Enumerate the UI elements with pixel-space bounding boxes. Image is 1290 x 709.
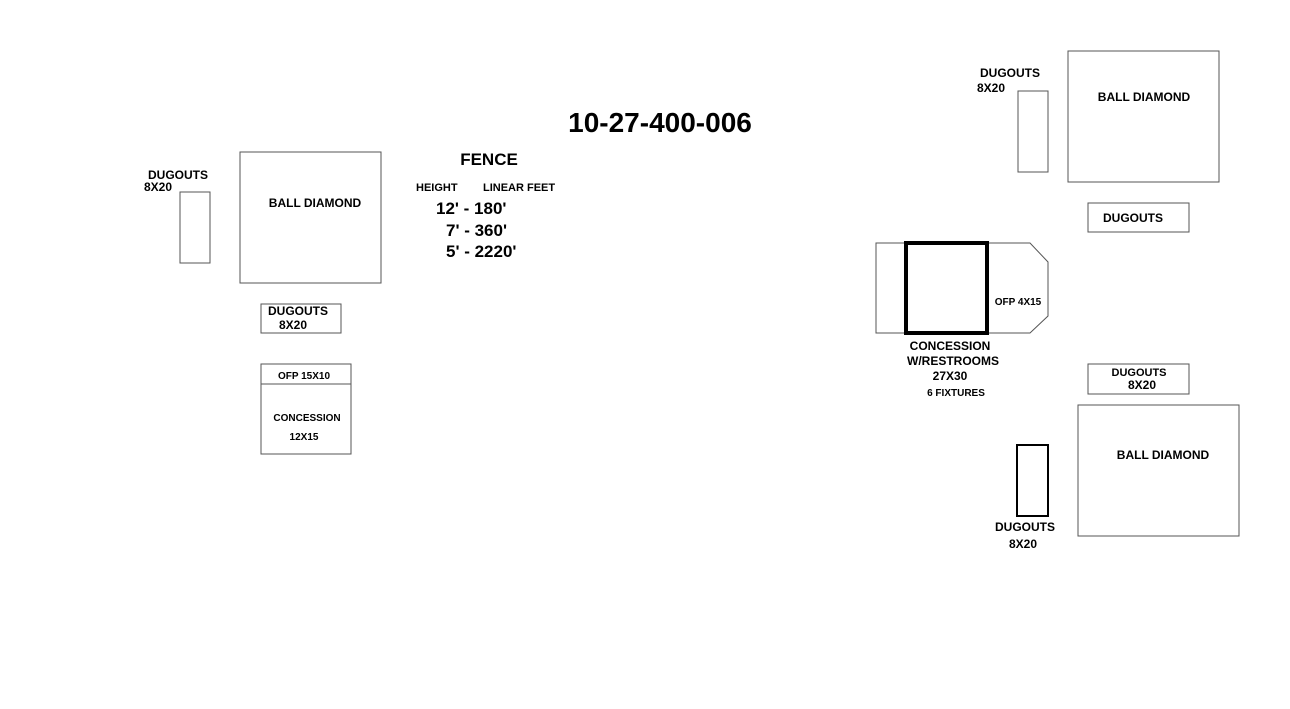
left-dugouts-side-size: 8X20: [144, 180, 173, 194]
right-bottom-ball-diamond-rect: [1078, 405, 1239, 536]
left-dugouts-bottom-label: DUGOUTS: [268, 304, 328, 318]
left-dugouts-bottom-size: 8X20: [278, 318, 308, 332]
fence-col-linear-feet: LINEAR FEET: [483, 182, 556, 194]
right-bottom-dugouts-top-label: DUGOUTS: [1111, 367, 1167, 379]
left-dugouts-side-label: DUGOUTS: [148, 168, 208, 182]
left-concession-label: CONCESSION: [273, 413, 341, 424]
right-bottom-dugouts-top-size: 8X20: [1127, 378, 1157, 392]
center-concession-rect: [906, 243, 987, 333]
left-ball-diamond-label: BALL DIAMOND: [268, 196, 362, 210]
left-ofp-label: OFP 15X10: [277, 371, 331, 382]
fence-title: FENCE: [460, 150, 518, 169]
center-ofp-label: OFP 4X15: [994, 297, 1042, 308]
right-bottom-dugouts-side-label: DUGOUTS: [995, 520, 1055, 534]
fence-row-3: 5' - 2220': [446, 242, 517, 261]
right-bottom-dugouts-side-size: 8X20: [1008, 537, 1038, 551]
right-top-dugouts-side-size: 8X20: [977, 81, 1006, 95]
right-top-ball-diamond-label: BALL DIAMOND: [1097, 90, 1191, 104]
center-ofp-outline: [876, 243, 1048, 333]
right-top-dugouts-side-label: DUGOUTS: [980, 66, 1040, 80]
right-top-dugout-side-rect: [1018, 91, 1048, 172]
fence-row-2: 7' - 360': [446, 221, 508, 240]
fence-col-height: HEIGHT: [416, 182, 458, 194]
left-concession-size: 12X15: [289, 432, 319, 443]
fence-row-1: 12' - 180': [436, 199, 507, 218]
right-bottom-ball-diamond-label: BALL DIAMOND: [1116, 448, 1210, 462]
left-ball-diamond-rect: [240, 152, 381, 283]
left-dugout-side-rect: [180, 192, 210, 263]
center-concession-line1: CONCESSION: [909, 339, 991, 353]
right-top-dugouts-below-label: DUGOUTS: [1103, 211, 1163, 225]
center-concession-size: 27X30: [932, 369, 968, 383]
right-bottom-dugout-side-rect: [1017, 445, 1048, 516]
center-concession-line2: W/RESTROOMS: [907, 354, 999, 368]
right-top-ball-diamond-rect: [1068, 51, 1219, 182]
parcel-id-title: 10-27-400-006: [568, 107, 752, 138]
center-fixtures: 6 FIXTURES: [927, 388, 985, 399]
